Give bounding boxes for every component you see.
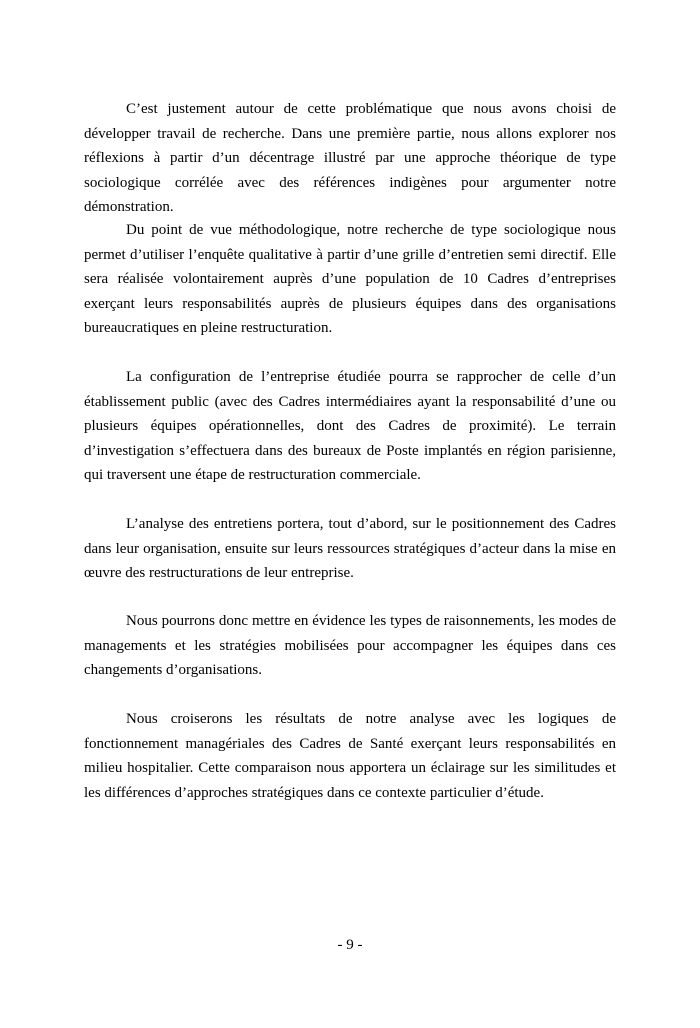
- paragraph-research-overview: C’est justement autour de cette problématique que nous avons choisi de développer travail de recherche. Dans une première partie, nous allons explorer nos réflexions à partir d’un décentrage illustré par une approche théorique de type sociologique corrélée avec des références indigènes pour argumenter notre démonstration.: [84, 101, 616, 215]
- paragraph-comparison: Nous croiserons les résultats de notre analyse avec les logiques de fonctionnement managériales des Cadres de Santé exerçant leurs responsabilités en milieu hospitalier. Cette comparaison nous apportera un éclairage sur les similitudes et les différences d’approches stratégiques dans ce contexte particulier d’étude.: [84, 711, 616, 801]
- paragraph-enterprise-configuration: La configuration de l’entreprise étudiée pourra se rapprocher de celle d’un établissement public (avec des Cadres intermédiaires ayant la responsabilité d’une ou plusieurs équipes opérationnelles, dont des Cadres de proximité). Le terrain d’investigation s’effectuera dans des bureaux de Poste implantés en région parisienne, qui traversent une étape de restructuration commerciale.: [84, 369, 616, 483]
- paragraph-interview-analysis: L’analyse des entretiens portera, tout d’abord, sur le positionnement des Cadres dans leur organisation, ensuite sur leurs ressources stratégiques d’acteur dans la mise en œuvre des restructurations de leur entreprise.: [84, 516, 616, 581]
- paragraph-reasoning-types: Nous pourrons donc mettre en évidence les types de raisonnements, les modes de managements et les stratégies mobilisées pour accompagner les équipes dans ces changements d’organisations.: [84, 613, 616, 678]
- page-number: - 9 -: [337, 937, 363, 953]
- paragraph-methodology: Du point de vue méthodologique, notre recherche de type sociologique nous permet d’utiliser l’enquête qualitative à partir d’une grille d’entretien semi directif. Elle sera réalisée volontairement auprès d’une population de 10 Cadres d’entreprises exerçant leurs responsabilités auprès de plusieurs équipes dans des organisations bureaucratiques en pleine restructuration.: [84, 222, 616, 336]
